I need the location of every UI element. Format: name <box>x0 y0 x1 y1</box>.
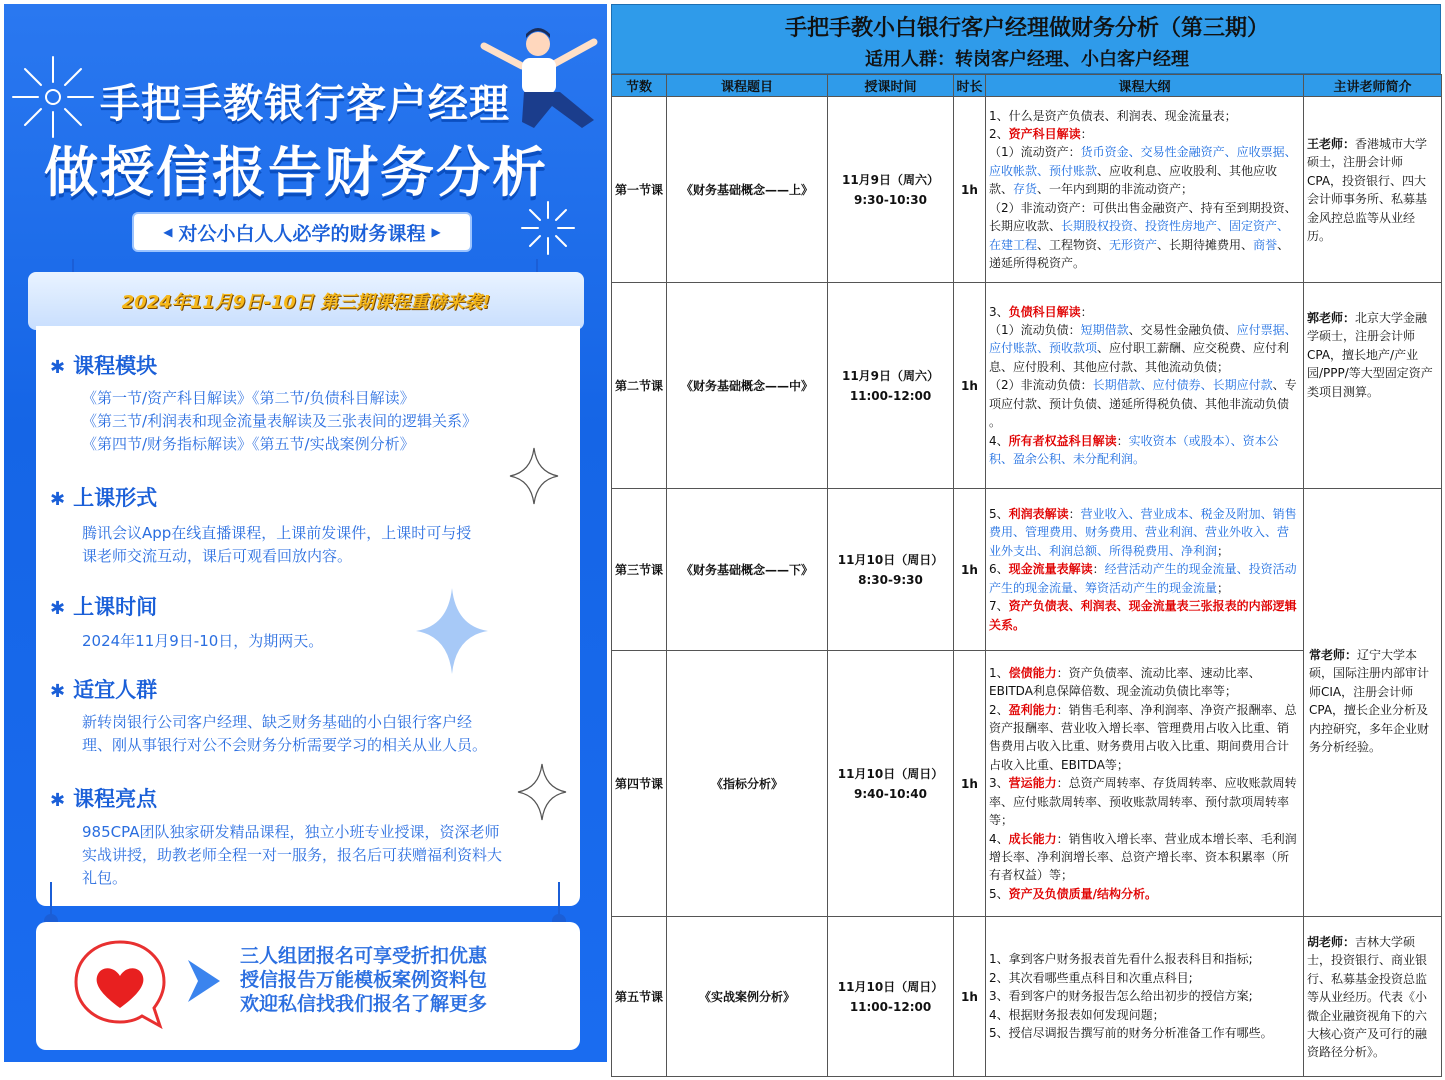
lesson-topic: 《财务基础概念——中》 <box>667 283 828 489</box>
star-icon: ✱ <box>50 357 66 378</box>
header-cell: 课程题目 <box>667 75 828 97</box>
star-icon: ✱ <box>50 598 66 619</box>
firework-icon <box>8 52 98 142</box>
outline-line: 3、负债科目解读： <box>989 304 1093 319</box>
lesson-topic: 《财务基础概念——下》 <box>667 489 828 651</box>
lesson-outline <box>986 917 1304 1077</box>
sheet-header <box>611 4 1441 74</box>
lesson-time: 11月10日（周日） 11:00-12:00 <box>828 917 954 1077</box>
section-title-schedule: ✱ 上课时间 <box>50 595 158 619</box>
section-title-audience: ✱ 适宜人群 <box>50 678 158 702</box>
outline-line: 1、偿债能力：资产负债率、流动比率、速动比率、EBITDA利息保障倍数、现金流动负债比率等； <box>989 665 1261 699</box>
section-body-format: 腾讯会议App在线直播课程，上课前发课件，上课时可与授 课老师交流互动，课后可观看回放内容。 <box>82 524 472 565</box>
teacher-bio: 胡老师：吉林大学硕士，投资银行、商业银行、私募基金投资总监等从业经历。代表《小微企业融资视角下的六大核心资产及可行的融资路径分析》。 <box>1304 917 1442 1077</box>
section-body-schedule: 2024年11月9日-10日，为期两天。 <box>82 632 324 650</box>
table-row <box>612 97 1442 283</box>
date-banner: 2024年11月9日-10日 第三期课程重磅来袭! <box>28 272 584 330</box>
outline-line: 3、营运能力：总资产周转率、存货周转率、应收账款周转率、应付账款周转率、预收账款周转率、预付款项周转率等； <box>989 776 1297 828</box>
lesson-topic: 《指标分析》 <box>667 651 828 917</box>
outline-line: 4、成长能力：销售收入增长率、营业成本增长率、毛利润增长率、净利润增长率、总资产增长率、资本积累率（所有者权益）等； <box>989 831 1297 883</box>
outline-line: 4、所有者权益科目解读：实收资本（或股本）、资本公积、盈余公积、未分配利润。 <box>989 433 1279 466</box>
lesson-time: 11月9日（周六） 11:00-12:00 <box>828 283 954 489</box>
header-cell: 节数 <box>612 75 667 97</box>
poster-subtitle-box <box>132 212 472 252</box>
outline-line: 1、什么是资产负债表、利润表、现金流量表； <box>989 108 1237 123</box>
left-triangle-icon: ◀ <box>163 225 173 239</box>
table-header-row <box>612 75 1442 97</box>
teacher-bio: 郭老师：北京大学金融学硕士，注册会计师CPA，擅长地产/产业园/PPP/等大型固定资产类项目测算。 <box>1304 283 1442 489</box>
lesson-outline <box>986 97 1304 283</box>
star-icon: ✱ <box>50 790 66 811</box>
heart-chat-icon <box>70 936 170 1032</box>
outline-line: 2、盈利能力：销售毛利率、净利润率、净资产报酬率、总资产报酬率、营业收入增长率、管理费用占收入比重、销售费用占收入比重、财务费用占收入比重、期间费用合计占收入比重、EBITDA等； <box>989 702 1297 772</box>
poster-title-line1: 手把手教银行客户经理 <box>100 81 510 127</box>
outline-line: 7、资产负债表、利润表、现金流量表三张报表的内部逻辑关系。 <box>989 599 1297 632</box>
arrow-right-icon <box>184 956 224 1006</box>
outline-line: 2、资产科目解读： <box>989 127 1093 142</box>
lesson-duration: 1h <box>954 917 986 1077</box>
lesson-topic: 《实战案例分析》 <box>667 917 828 1077</box>
section-body-highlights: 985CPA团队独家研发精品课程，独立小班专业授课，资深老师 实战讲授，助教老师全程一对一服务，报名后可获赠福利资料大 礼包。 <box>82 823 503 887</box>
lesson-time: 11月9日（周六） 9:30-10:30 <box>828 97 954 283</box>
section-title-format: ✱ 上课形式 <box>50 486 158 510</box>
sheet-title: 手把手教小白银行客户经理做财务分析（第三期） <box>784 16 1269 41</box>
firework-icon <box>518 198 578 258</box>
poster-subtitle: 对公小白人人必学的财务课程 <box>178 222 426 245</box>
lesson-outline <box>986 651 1304 917</box>
section-body-modules: 《第一节/资产科目解读》《第二节/负债科目解读》 《第三节/利润表和现金流量表解读及三张表间的逻辑关系》 《第四节/财务指标解读》《第五节/实战案例分析》 <box>82 389 478 453</box>
lesson-duration: 1h <box>954 489 986 651</box>
course-table <box>611 74 1442 1077</box>
lesson-duration: 1h <box>954 283 986 489</box>
lesson-number: 第二节课 <box>612 283 667 489</box>
teacher-bio: 常老师：辽宁大学本硕，国际注册内部审计师CIA，注册会计师CPA，擅长企业分析及内控研究，多年企业财务分析经验。 <box>1309 648 1430 755</box>
header-cell: 课程大纲 <box>986 75 1304 97</box>
outline-line: （2）非流动资产：可供出售金融资产、持有至到期投资、长期应收款、长期股权投资、投资性房地产、固定资产、在建工程、工程物资、无形资产、长期待摊费用、商誉、递延所得税资产。 <box>989 200 1297 270</box>
lesson-duration: 1h <box>954 97 986 283</box>
section-body-audience: 新转岗银行公司客户经理、缺乏财务基础的小白银行客户经 理、刚从事银行对公不会财务分析需要学习的相关从业人员。 <box>82 713 488 754</box>
lesson-number: 第三节课 <box>612 489 667 651</box>
table-row <box>612 489 1442 651</box>
poster-title-line2: 做授信报告财务分析 <box>44 141 548 204</box>
lesson-time: 11月10日（周日） 8:30-9:30 <box>828 489 954 651</box>
right-triangle-icon: ▶ <box>431 225 441 239</box>
sparkle-icon <box>414 586 490 676</box>
header-cell: 主讲老师简介 <box>1304 75 1442 97</box>
teacher-bio: 王老师：香港城市大学硕士，注册会计师CPA，投资银行、四大会计师事务所、私募基金风控总监等从业经历。 <box>1304 97 1442 283</box>
outline-line: （1）流动负债：短期借款、交易性金融负债、应付票据、应付账款、预收款项、应付职工薪酬、应交税费、应付利息、应付股利、其他应付款、其他流动负债； <box>989 323 1297 374</box>
outline-line: （1）流动资产：货币资金、交易性金融资产、应收票据、应收帐款、预付账款、应收利息、应收股利、其他应收款、存货、一年内到期的非流动资产； <box>989 145 1297 197</box>
section-title-modules: ✱ 课程模块 <box>50 354 158 378</box>
course-schedule-sheet <box>611 4 1441 1076</box>
lesson-number: 第四节课 <box>612 651 667 917</box>
outline-line: 6、现金流量表解读：经营活动产生的现金流量、投资活动产生的现金流量、筹资活动产生的现金流量； <box>989 562 1297 595</box>
star-icon: ✱ <box>50 681 66 702</box>
outline-line: 1、拿到客户财务报表首先看什么报表科目和指标; <box>989 952 1253 967</box>
outline-line: 2、其次看哪些重点科目和次重点科目; <box>989 970 1193 985</box>
table-row <box>612 917 1442 1077</box>
outline-line: （2）非流动负债：长期借款、应付债券、长期应付款、专项应付款、预计负债、递延所得税负债、其他非流动负债 。 <box>989 378 1297 430</box>
outline-line: 5、资产及负债质量/结构分析。 <box>989 886 1158 901</box>
header-cell: 授课时间 <box>828 75 954 97</box>
sparkle-icon <box>516 762 568 822</box>
section-title-highlights: ✱ 课程亮点 <box>50 787 158 811</box>
lesson-number: 第五节课 <box>612 917 667 1077</box>
lesson-number: 第一节课 <box>612 97 667 283</box>
table-row <box>612 283 1442 489</box>
lesson-topic: 《财务基础概念——上》 <box>667 97 828 283</box>
header-cell: 时长 <box>954 75 986 97</box>
promo-text: 三人组团报名可享受折扣优惠 授信报告万能模板案例资料包 欢迎私信找我们报名了解更多 <box>240 945 488 1015</box>
outline-line: 5、授信尽调报告撰写前的财务分析准备工作有哪些。 <box>989 1026 1273 1041</box>
lesson-outline <box>986 283 1304 489</box>
star-icon: ✱ <box>50 489 66 510</box>
outline-line: 5、利润表解读：营业收入、营业成本、税金及附加、销售费用、管理费用、财务费用、营业利润、营业外收入、营业外支出、利润总额、所得税费用、净利润； <box>989 507 1297 558</box>
poster <box>4 4 607 1062</box>
sparkle-icon <box>508 446 560 506</box>
outline-line: 3、看到客户的财务报告怎么给出初步的授信方案; <box>989 989 1253 1004</box>
outline-line: 4、根据财务报表如何发现问题； <box>989 1007 1165 1022</box>
sheet-subtitle: 适用人群：转岗客户经理、小白客户经理 <box>865 49 1189 70</box>
lesson-duration: 1h <box>954 651 986 917</box>
lesson-time: 11月10日（周日） 9:40-10:40 <box>828 651 954 917</box>
lesson-outline <box>986 489 1304 651</box>
